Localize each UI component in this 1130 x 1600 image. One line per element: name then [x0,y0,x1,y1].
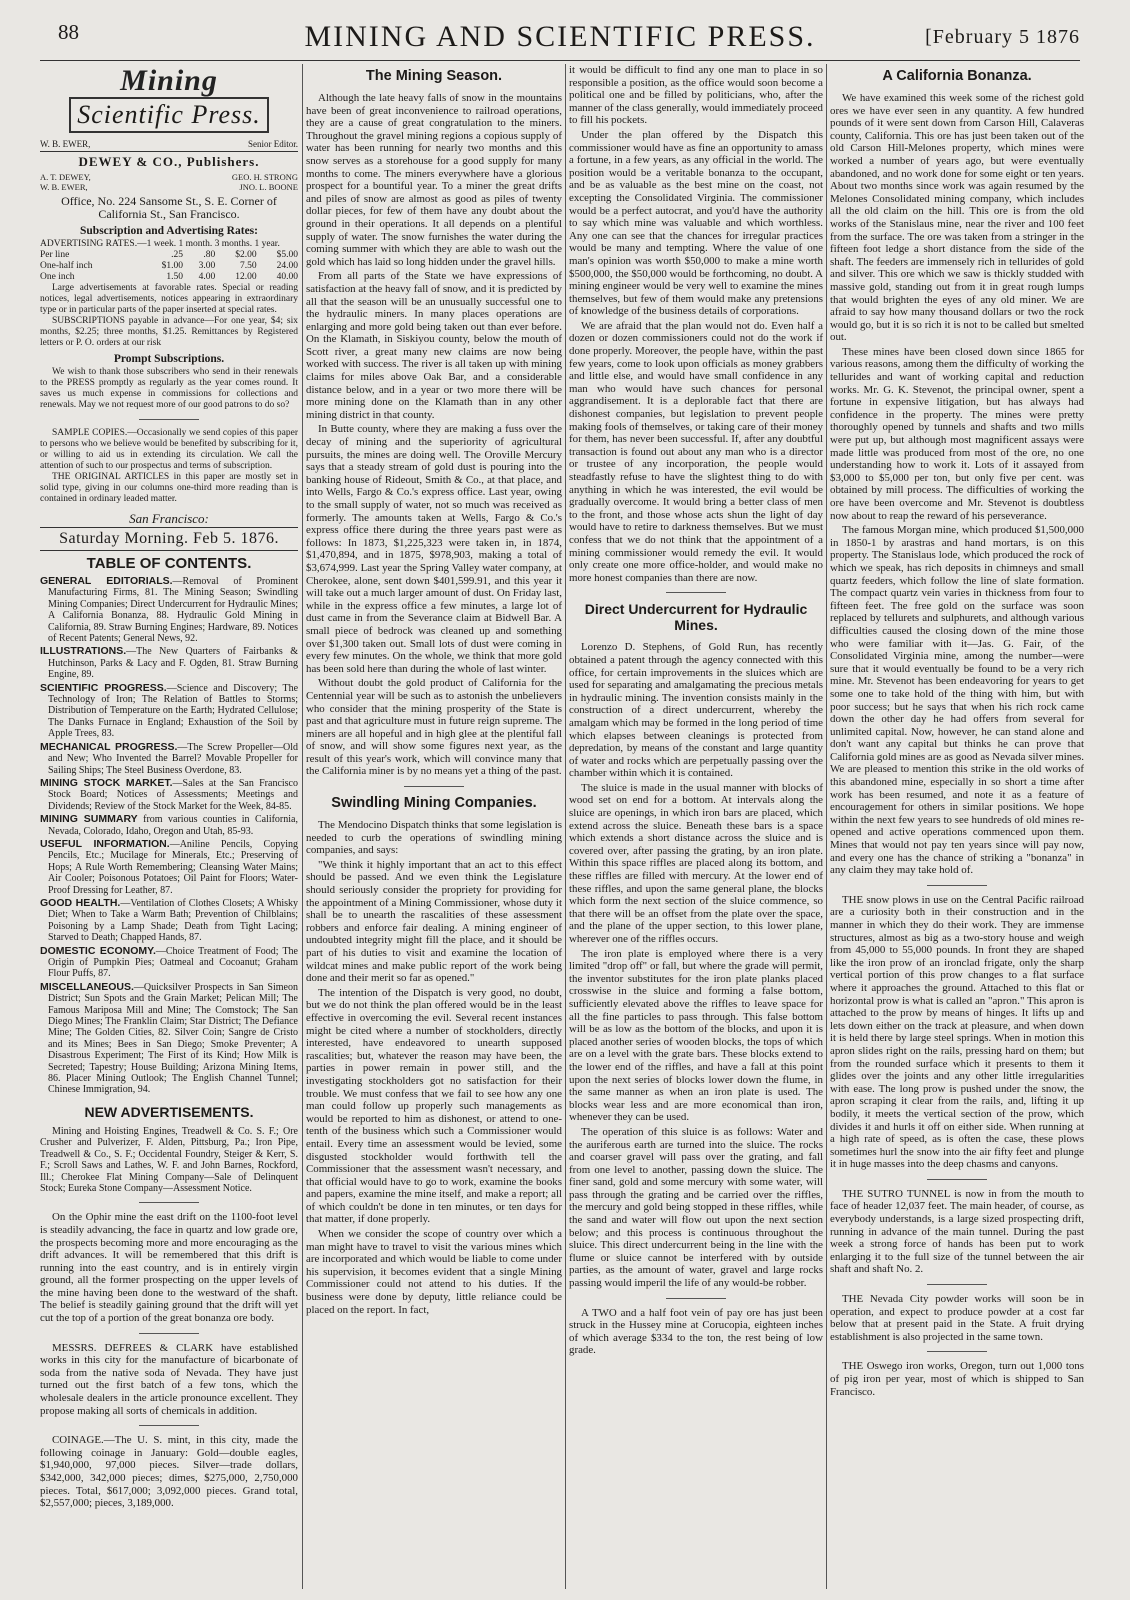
sample-copies-notice: SAMPLE COPIES.—Occasionally we send copies of this paper to persons who we believe would be benefited by subscribing for it, or willing to aid us in extending its circulation. We call the attention of such to our prospectus and terms of subscription. [40,428,298,471]
subscriptions-notice: SUBSCRIPTIONS payable in advance—For one year, $4; six months, $2.25; three months, $1.25. Remittances by Registered letters or P. O. orders at our risk [40,316,298,348]
issue-date: [February 5 1876 [925,26,1080,48]
toc-entry [40,946,298,980]
article-paragraph: These mines have been closed down since 1865 for various reasons, among them the difficulty of working the tellurides and want of working capital and reduction works. Mr. G. K. Stevenot, the principal owner, spent a fortune in expensive litigation, but has always had confidence in the property. The mines were pretty thoroughly opened by tunnels and shafts and two mills were put up, but although most magnificent assays were made little was produced from most of the ore, no one understanding how to work it. Lots of it assayed from $3,000 to $5,000 per ton, but only five per cent. was obtained by mill process. The difficulties of working the ore have been overcome and Mr. Stevenot is doubtless now about to reap the reward of his perseverance. [830,345,1084,522]
toc-heading: GOOD HEALTH. [40,896,121,909]
rate-cell: $5.00 [276,250,298,260]
editor-line [40,139,298,149]
article-paragraph: The operation of this sluice is as follows: Water and the auriferous earth are turned into the sluice. The rocks and coarser gravel will pass over the grating, and fall from one level to another, passing down the sluice. The finer sand, gold and some mercury with some water, will pass through the grating and be carried over the riffles, the mercury and gold being stopped in these riffles, while the sand and water will flow out upon the next section below; and this process is continuous throughout the sluice. This direct undercurrent being in the line with the flume or sluice cannot be interfered with by outside parties, as the amount of water, gravel and large rocks passing would imperil the life of any would-be robber. [569,1125,823,1290]
toc-entry [40,646,298,680]
rates-row [40,272,298,283]
new-advertisements-title: NEW ADVERTISEMENTS. [84,1103,254,1120]
rate-cell: Per line [40,250,70,260]
toc-text: —The New Quarters of Fairbanks & Hutchinson, Parks & Lacy and F. Ogden, 81. Straw Burning Engine, 89. [48,646,298,681]
vein-item: A TWO and a half foot vein of pay ore has just been struck in the Hussey mine at Corucopia, eighteen inches of which average $334 to the ton, the rest being of low grade. [569,1306,823,1357]
rate-cell: .25 [171,250,184,260]
partners-row-1 [40,172,298,182]
rates-table [40,250,298,283]
dateline-date: Saturday Morning. Feb 5. 1876. [40,527,298,551]
toc-text: —Quicksilver Prospects in San Simeon District; Sun Spots and the Grain Market; Pelican Mill; The Famous Mariposa Mill and Mine; The Comstock; The San Diego Mines; The Franklin Claim; Star District; The Defiance Mine; The Golden Cities, 82. Silver Coin; Sangre de Cristo and its Mines; Bees in San Diego; Smoke Preventer; A Disastrous Experiment; The First of its Kind; How Milk is Secreted; Tapestry; House Building; Arizona Mining Items, 86. Placer Mining Outlook; The English Channel Tunnel; Chinese Immigration, 94. [48,981,298,1096]
masthead [40,16,1080,61]
column-rule [565,64,566,1589]
logo-line-1: Mining [120,64,218,97]
toc-heading: MINING STOCK MARKET. [40,776,173,789]
article-paragraph: The famous Morgan mine, which produced $1,500,000 in 1850-1 by arastras and hand mortars, is on this property. The Stanislaus lode, which produced the rock of which we speak, has rich deposits in chimneys and small quartz feeders, which follow the line of slate formation. The compact quartz vein varies in thickness from four to fifteen feet. The free gold on the surface was soon replaced by tellurets and sulphurets, and although various difficulties caused the closing down of the mine those who were familiar with it—Jas. G. Fair, of the Consolidated Virginia mine, among the number—were sure that it would eventually be found to be a very rich mine. Mr. Stevenot has been endeavoring for years to get some one to take hold of the thing with him, but with poor success; but he says that when his rich rock came down the other day he had offers from several for unlimited capital. Now, however, he can stand alone and don't want any capital but thinks he can prove that California gold mines are as good as Nevada silver mines. We are pleased to mention this strike in the old works of this abandoned mine, especially in so short a time after work has been resumed, and note it as a feature of encouragement for others in similar positions. We hope within the next few years to see hundreds of old mines re-opened and active operations commenced upon them. Mines that would not pay ten years since will pay now, and every one has the chance of striking a "bonanza" in any claim they may take hold of. [830,524,1084,877]
column-4 [830,64,1084,1594]
article-paragraph: When we consider the scope of country over which a man might have to travel to visit the various mines which are incorporated and which would be liable to come under his supervision, it becomes evident that a single Mining Commissioner could not attend to his duties. If the business were done by deputy, little reliance could be placed on the report. In fact, [306,1228,562,1316]
article-paragraph: Under the plan offered by the Dispatch this commissioner would have as fine an opportunity to amass a fortune, in a few years, as any official in the world. The position would be a veritable bonanza to the occupant, and be as valuable as the best mine on the coast, not excepting the Consolidated Virginia. The commissioner would be a perfect autocrat, and you'd have the authority to say which mine was valuable and which worthless. Any one can see that the chances for irregular practices would be many and tempting. Where the value of one man's opinion was worth $50,000 to make a mine worth $500,000, the $50,000 would be forthcoming, no doubt. A mining engineer would be very well to examine the mines themselves, but few of them would make any pretensions of knowledge of the business details of corporations. [569,128,823,318]
partner-name: JNO. L. BOONE [239,182,298,192]
rate-cell: One inch [40,272,75,282]
article-title-swindling: Swindling Mining Companies. [331,795,537,812]
snow-plows-item: THE snow plows in use on the Central Pacific railroad are a curiosity both in their construction and in the manner in which they do their work. They are immense structures, almost as big as a two-story house and weigh from 45,000 to 55,000 pounds. In front they are shaped like the iron prow of an ironclad frigate, only the sharp vertical portion of this prow changes to a flat surface where it approaches the ground. Attached to this flat or horizontal prow is what is called an "apron." This apron is attached to the prow by means of hinges. It lifts up and lets down either on the track at pleasure, and when down it is held there by large steel springs. When in motion this apron slides right on the rails, pressing hard on them; but from the rounded surface which it presents to them it glides over the joints and any other little irregularities with ease. The long prow is pushed under the snow, the apron scraping it clear from the rails, and, lifting it up bodily, it meets the vertical section of the prow, which divides it and hurls it off on either side. When running at a high rate of speed, as is often the case, these plows sometimes hurl the snow into the air fifty feet and plunge it in huge masses into the deep chasms and canyons. [830,893,1084,1171]
dateline-city: San Francisco: [129,511,209,526]
toc-text: —Ventilation of Clothes Closets; A Whisky Diet; When to Take a Warm Bath; Prevention of Chilblains; Poisoning by a Lamp Shade; Death from Tight Lacing; Starved to Death; Chapped Hands, 87. [48,897,298,944]
article-paragraph: it would be difficult to find any one man to place in so responsible a position, as the office would soon become a political one and be filled by politicians, who, after the manner of the class generally, would immediately proceed to fill his pockets. [569,64,823,127]
rate-cell: 1.50 [166,272,184,282]
column-2 [306,64,562,1594]
large-ads-notice: Large advertisements at favorable rates. Special or reading notices, legal advertisements, notices appearing in extraordinary type or in particular parts of the paper inserted at special rates. [40,283,298,315]
table-of-contents [40,576,298,1096]
toc-text: —Removal of Prominent Manufacturing Firms, 81. The Mining Season; Swindling Mining Companies; Direct Undercurrent for Hydraulic Mines; A California Bonanza, 88. Hydraulic Gold Mining in California, 89. Straw Burning Engines; Hardware, 89. Notices of Recent Patents; General News, 92. [48,576,298,645]
rate-cell: 40.00 [276,272,298,282]
article-paragraph: From all parts of the State we have expressions of satisfaction at the heavy fall of snow, and it is predicted by all that the season will be an unusually successful one to the hydraulic miners. In many places operations are enlarging and more gold being taken out than ever before. On the Klamath, in Siskiyou county, below the mouth of Scott river, a great many new claims are now being worked with success. The river is all taken up with mining claims for miles above Oak Bar, and a considerable distance below, and in a year or two more there will be more mining done on the Klamath than in any other mining district in that county. [306,270,562,421]
logo-line-2: Scientific Press. [69,97,269,133]
coinage-item: COINAGE.—The U. S. mint, in this city, made the following coinage in January: Gold—double eagles, $1,940,000, 97,000 pieces. Silver—trade dollars, $342,000, 342,000 pieces; dimes, $275,000, 2,750,000 pieces. Total, $617,000; 3,092,000 pieces. Grand total, $2,557,000; pieces, 3,189,000. [40,1434,298,1510]
prompt-subscriptions-text: We wish to thank those subscribers who send in their renewals to the PRESS promptly as regularly as the year comes round. It saves us much expense in commissions for collections and renewals. May we not request more of our good patrons to do so? [40,367,298,410]
article-paragraph: "We think it highly important that an act to this effect should be passed. And we even think the Legislature should seriously consider the propriety for providing for the appointment of a Mining Commissioner, whose duty it shall be to unearth the rascalities of these assessment robbers and enforce fair dealing. A mining engineer of undoubted integrity might fill the place, and it should be part of his duties to visit and examine the location of wildcat mines and make public report of the work being done and their merit so far as opened." [306,858,562,985]
article-paragraph: The iron plate is employed where there is a very limited "drop off" or fall, but where the grade will permit, the inventor substitutes for the iron plate planks placed crosswise in the sluice and forming a false bottom, sufficiently elevated above the riffles to leave space for all the fine particles to pass through. This false bottom will be as low as the bottom of the blocks, and upon it is placed another series of wooden blocks, the tops of which are on a level with the grate bars. These blocks extend to the lower end of the riffles, and have a fall at this point upon the next series of blocks lower down the flume, in the same manner as when an iron plate is used. The blocks wear less and are more economical than iron, whenever they can be used. [569,947,823,1124]
rate-cell: 24.00 [276,261,298,271]
toc-entry [40,814,298,837]
article-title-mining-season: The Mining Season. [365,68,503,84]
toc-entry [40,742,298,776]
toc-heading: DOMESTIC ECONOMY. [40,944,156,957]
toc-text: —The Screw Propeller—Old and New; Who Invented the Barrel? Movable Propeller for Sailing Ships; The Steel Business Overdone, 83. [48,741,298,776]
rate-cell: $2.00 [235,250,257,260]
powder-works-item: THE Nevada City powder works will soon be in operation, and expect to produce powder at a cost far below that at present paid in the State. A fruit drying establishment is also projected in the same town. [830,1293,1084,1343]
editor-title: Senior Editor. [248,139,298,149]
article-title-bonanza: A California Bonanza. [882,68,1032,84]
toc-heading: USEFUL INFORMATION. [40,837,170,850]
toc-heading: SCIENTIFIC PROGRESS. [40,681,167,694]
toc-text: —Choice Treatment of Food; The Origin of Pumpkin Pies; Oatmeal and Cocoanut; Graham Flour Puffs, 87. [48,945,298,980]
toc-heading: MINING SUMMARY [40,813,138,826]
toc-entry [40,898,298,944]
article-paragraph: Lorenzo D. Stephens, of Gold Run, has recently obtained a patent through the agency connected with this office, for certain improvements in the sluices which are used for separating and amalgamating the precious metals in hydraulic mining. The invention consists mainly in the construction of a direct undercurrent, whereby the amalgam which may be formed in the long period of time which elapses between cleanings is protected from depredation, by means of the constant and large quantity of water and rocks which are perpetually passing over the chamber within which it is contained. [569,641,823,780]
toc-heading: GENERAL EDITORIALS. [40,575,173,587]
article-paragraph: The Mendocino Dispatch thinks that some legislation is needed to curb the operations of swindling mining companies, and says: [306,819,562,857]
column-3 [569,64,823,1594]
rate-cell: 4.00 [198,272,216,282]
newspaper-title: MINING AND SCIENTIFIC PRESS. [304,20,816,53]
toc-text: from various counties in California, Nevada, Colorado, Idaho, Oregon and Utah, 85-93. [48,814,298,837]
toc-title: TABLE OF CONTENTS. [86,555,252,572]
partners-row-2 [40,182,298,192]
oswego-item: THE Oswego iron works, Oregon, turn out 1,000 tons of pig iron per year, most of which is shipped to San Francisco. [830,1360,1084,1398]
defrees-item: MESSRS. DEFREES & CLARK have established works in this city for the manufacture of bicarbonate of soda from the native soda of Nevada. They have just turned out the first batch of a few tons, which the wholesale dealers in the article pronounce excellent. They propose making all sorts of chemicals in addition. [40,1341,298,1417]
toc-entry [40,982,298,1096]
column-rule [826,64,827,1589]
toc-heading: ILLUSTRATIONS. [40,645,127,658]
article-paragraph: The intention of the Dispatch is very good, no doubt, but we do not think the plan offered would be in the least effective in overcoming the evil. Several recent instances might be cited where a number of stockholders, directly interested, have endeavored to unearth supposed rascalities; but, whatever the reason may have been, the parties in power remain in power still, and the investigating stockholders got no satisfaction for their trouble. We must confess that we fail to see how any one man could follow up properly such managements as would be reported to him as dishonest, or attend to one-tenth of the business which such a Commissioner would entail. Every time an assessment would be levied, some disgusted stockholder would forthwith tell the Commissioner that the assessment wasn't necessary, and that official would have to go to work, examine the books and papers, examine the mine itself, and make a report; all of which couldn't be done in ten minutes, or ten days for that matter, if done properly. [306,986,562,1226]
toc-entry [40,778,298,812]
article-title-undercurrent: Direct Undercurrent for Hydraulic Mines. [584,601,808,634]
original-articles-notice: THE ORIGINAL ARTICLES in this paper are mostly set in solid type, giving in our columns one-third more reading than is contained in ordinary leaded matter. [40,472,298,504]
new-advertisements-text: Mining and Hoisting Engines, Treadwell & Co. S. F.; Ore Crusher and Pulverizer, F. Alden, Pittsburg, Pa.; Iron Pipe, Treadwell & Co., S. F.; Occidental Foundry, Steiger & Kerr, S. F.; Scroll Saws and Lathes, W. F. and John Barnes, Rockford, Ill.; Cherokee Flat Mining Company—Sale of Delinquent Stock; Eureka Stone Company—Assessment Notice. [40,1125,298,1194]
publishers: DEWEY & CO., Publishers. [78,154,260,169]
article-paragraph: We are afraid that the plan would not do. Even half a dozen or dozen commissioners could not do the work if done properly. Moreover, the people have, within the past few years, come to look upon officials as money grabbers and little else, and would have small confidence in any man who would have such chances for personal aggrandisement. It is a deplorable fact that there are dishonest companies, but legislation to prevent people making fools of themselves, or taking care of their money for them, has never been successful. If, after any doubtful transaction is found out about any man who is a director or trustee of any incorporation, the people would steadfastly refuse to have the slightest thing to do with anything in which he was interested, the evil would be gradually overcome. It would bring a better class of men to the front, and those whose acts shun the light of day would have to retire to darkness themselves. But we must confess that we do not think that the appointment of a mining commissioner would remedy the evil. It would only create one more office-holder, and would make no more honest companies than there are now. [569,319,823,584]
newspaper-logo [40,66,298,133]
article-paragraph: In Butte county, where they are making a fuss over the decay of mining and the superiority of agricultural pursuits, the mines are doing well. The Oroville Mercury says that a steady stream of gold dust is pouring into the banking house of Rideout, Smith & Co., at that place, and into Wells, Fargo & Co.'s express office. Last year, owing to the small supply of water, not so much was received as formerly. The amounts taken at Wells, Fargo & Co.'s express office there during the three years past were as follows: In 1873, $1,225,323 were taken in, in 1874, $1,470,894, and in 1875, $978,903, making a total of $3,674,999. Last year the Spring Valley water company, at Cherokee, alone, sent down $401,599.91, and this year it will take out a much larger amount of dust. On Friday last, while in the express office a few minutes, a large lot of dust came in from the Severance claim at Bidwell Bar. A small piece of bedrock was cleaned up and something over $1,300 taken out. Small lots of dust were coming in every few minutes. On the whole, we think that more gold has been sold here than during the whole of last winter. [306,423,562,675]
partner-name: A. T. DEWEY, [40,172,91,182]
toc-text: —Science and Discovery; The Technology of Iron; The Relation of Battles to Storms; Distribution of Temperature on the Earth; Hydrated Cellulose; The Danks Furnace in England; Exhaustion of the Soil by Apple Trees, 83. [48,682,298,740]
toc-heading: MECHANICAL PROGRESS. [40,740,178,753]
column-rule [302,64,303,1589]
toc-entry [40,576,298,644]
rate-cell: 3.00 [198,261,216,271]
prompt-subscriptions-title: Prompt Subscriptions. [113,353,225,365]
toc-heading: MISCELLANEOUS. [40,980,134,993]
article-paragraph: The sluice is made in the usual manner with blocks of wood set on end for a bottom. At intervals along the sluice are openings, in which iron bars are placed, which extend across the sluice. Beneath these bars is a space which extends a short distance across the sluice and is covered over, after passing the grating, by an iron plate. Within this space riffles are placed along its bottom, and these riffles are filled with mercury. At the lower end of these riffles, and upon the same general plane, the blocks which form the next section of the sluice commence, so that there will be an offset from the plate over the space, and the plane of the upper section, to this lower plane, wherever one of the riffles occurs. [569,781,823,945]
rate-cell: 7.50 [239,261,257,271]
partner-name: W. B. EWER, [40,182,88,192]
article-paragraph: Without doubt the gold product of California for the Centennial year will be such as to astonish the unbelievers who consider that the mining prosperity of the State is past and that agriculture must in future reign supreme. The miners are all hopeful and in high glee at the plentiful fall of snow, and will show some figures next year, as the result of this year's work, which will convince many that the California miner is by no means yet a thing of the past. [306,677,562,778]
rate-cell: 12.00 [235,272,257,282]
rate-cell: One-half inch [40,261,93,271]
rates-title: Subscription and Advertising Rates: [80,225,258,237]
rates-row [40,261,298,272]
article-paragraph: Although the late heavy falls of snow in the mountains have been of great inconvenience to railroad operations, they are a cause of great congratulation to the miners. Throughout the gravel mining regions a copious supply of water has been running for nearly two months and this snow serves as a storehouse for a good supply for many months to come. The miners everywhere have a glorious prospect for a bountiful year. To a miner the great drifts and piles of snow are almost as good as piles of twenty dollar pieces, for few of them have any doubt about the ground in their operations. It all depends on a plentiful supply of water. The snow furnishes the water during the coming summer with which they are able to wash out the gold which has laid so long hidden under the gravel hills. [306,92,562,268]
editor-name: W. B. EWER, [40,139,91,149]
article-paragraph: We have examined this week some of the richest gold ores we have ever seen in any quantity. A few hundred pounds of it were sent down from Carson Hill, Calaveras county, California. This ore has just been taken out of the old Carson Hill-Melones property, which mines were worked a number of years ago, but were eventually abandoned, and no work done for some eight or ten years. About two months since work was again resumed by the Melones Consolidated mining company, which includes all the old claim on the hill. This ore is from the old works of the Stanislaus mine, near the river and 100 feet from the surface. The ore was taken from a stringer in the fifteen foot ledge a short distance from the side of the shaft. The feeders are immensely rich in tellurides of gold and silver. This ore which we saw is thickly studded with massive gold, standing out from it in great rough lumps that would brighten the eyes of any old miner. We are afraid to say how many thousand dollars or two the rock would go, but it is so rich it is not to be called but smelted out. [830,92,1084,344]
sutro-tunnel-item: THE SUTRO TUNNEL is now in from the mouth to face of header 12,037 feet. The main header, of course, as everybody understands, is a large sized prospecting drift, running in advance of the main tunnel. During the past week a strong force of hands has been put to work enlarging it to the full size of the tunnel between the air shaft and shaft No. 2. [830,1187,1084,1276]
office-address: Office, No. 224 Sansome St., S. E. Corner of California St., San Francisco. [61,194,277,221]
page-number: 88 [58,20,79,44]
rates-row [40,250,298,261]
rate-cell: .80 [203,250,216,260]
rates-header: ADVERTISING RATES.—1 week. 1 month. 3 months. 1 year. [40,239,280,249]
partner-name: GEO. H. STRONG [231,172,298,182]
toc-text: —Aniline Pencils, Copying Pencils, Etc.; Mucilage for Minerals, Etc.; Preserving of Hops; A Rule Worth Remembering; Cleansing Water Mains; Air Cooler; Poisonous Potatoes; Oil Paint for Floors; Water-Proof Dressing for Leather, 87. [48,838,298,896]
toc-text: —Sales at the San Francisco Stock Board; Notices of Assessments; Meetings and Dividends; Review of the Stock Market for the Week, 84-85. [48,777,298,812]
rate-cell: $1.00 [161,261,184,271]
column-1 [40,64,298,1594]
ophir-item: On the Ophir mine the east drift on the 1100-foot level is steadily advancing, the face in quartz and low grade ore, the prospects becoming more and more encouraging as the drift advances. It will be remembered that this drift is running into the east country, and is in entirely virgin ground, all the former prospecting on the upper levels of the mine having been done to the westward of the shaft. The belief is steadily gaining ground that the drift will yet cut the top of a portion of the great bonanza ore body. [40,1211,298,1325]
toc-entry [40,839,298,896]
toc-entry [40,683,298,740]
